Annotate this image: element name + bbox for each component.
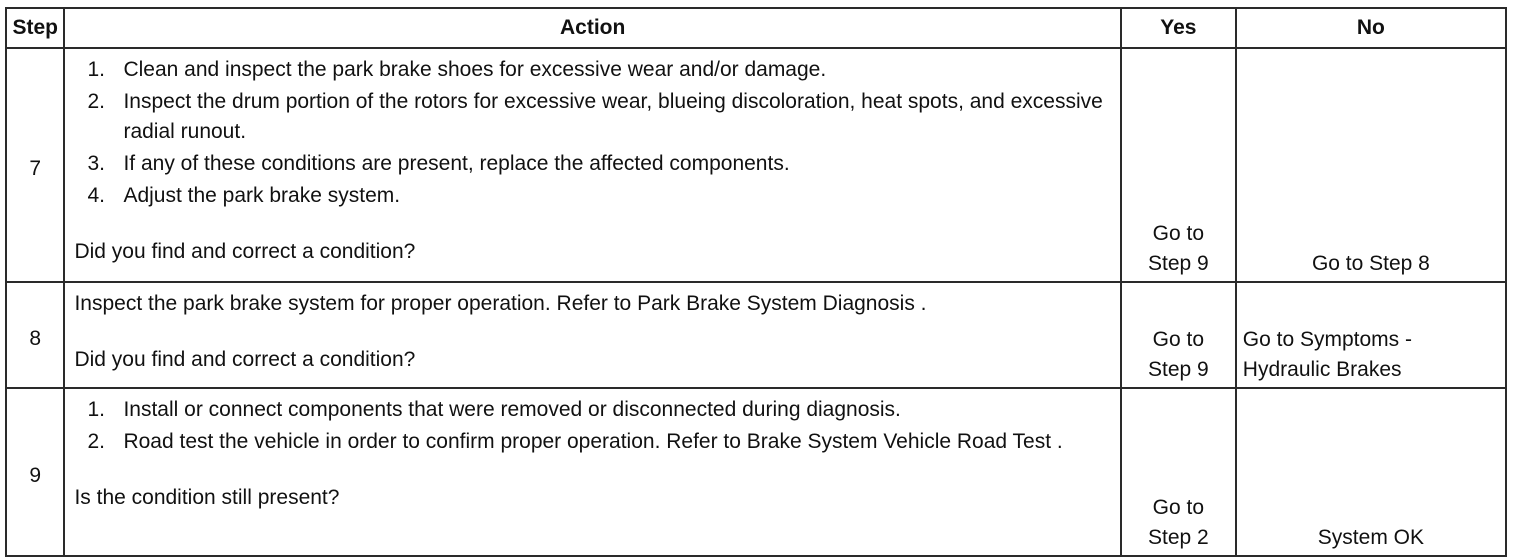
list-item [74,55,1111,85]
yes-line-1: Go to [1152,328,1205,351]
list-item-text: Install or connect components that were removed or disconnected during diagnosis. [123,398,901,421]
action-list [74,55,1111,211]
table-row [6,388,1506,556]
no-line-2: Hydraulic Brakes [1242,358,1402,381]
list-item [74,395,1111,425]
list-item-number: 3. [87,152,105,175]
list-item [74,181,1111,211]
yes-line-2: Step 9 [1147,358,1209,381]
header-action: Action [64,8,1120,48]
yes-line-1: Go to [1152,222,1205,245]
list-item [74,427,1111,457]
list-item-number: 1. [87,58,105,81]
list-item [74,149,1111,179]
list-item-text: Adjust the park brake system. [123,184,401,207]
list-item [74,87,1111,147]
list-item-text: If any of these conditions are present, replace the affected components. [123,152,790,175]
action-text: Inspect the park brake system for proper operation. Refer to Park Brake System Diagnosis . [74,292,927,315]
no-cell [1236,282,1506,388]
table-header-row [6,8,1506,48]
yes-line-2: Step 9 [1147,252,1209,275]
yes-line-1: Go to [1152,496,1205,519]
question-text: Is the condition still present? [74,486,340,509]
table-row [6,282,1506,388]
step-number: 8 [6,282,64,388]
no-cell [1236,48,1506,282]
list-item-text: Inspect the drum portion of the rotors for excessive wear, blueing discoloration, heat spots, and excessive radial runout. [123,90,1103,143]
no-line-2: Go to Step 8 [1311,252,1430,275]
header-step: Step [6,8,64,48]
diagnostic-table-container [5,7,1507,557]
yes-line-2: Step 2 [1147,526,1209,549]
header-no: No [1236,8,1506,48]
question-text: Did you find and correct a condition? [74,348,416,371]
yes-cell [1121,388,1236,556]
list-item-text: Road test the vehicle in order to confirm proper operation. Refer to Brake System Vehicle Road Test . [123,430,1063,453]
step-number: 9 [6,388,64,556]
diagnostic-table [5,7,1507,557]
list-item-number: 2. [87,90,105,113]
action-cell [64,282,1120,388]
list-item-number: 4. [87,184,105,207]
action-cell [64,48,1120,282]
no-cell [1236,388,1506,556]
no-line-2: System OK [1317,526,1424,549]
action-cell [64,388,1120,556]
no-line-1: Go to Symptoms - [1242,328,1413,351]
yes-cell [1121,282,1236,388]
yes-cell [1121,48,1236,282]
list-item-text: Clean and inspect the park brake shoes for excessive wear and/or damage. [123,58,827,81]
step-number: 7 [6,48,64,282]
list-item-number: 2. [87,430,105,453]
question-text: Did you find and correct a condition? [74,240,416,263]
table-row [6,48,1506,282]
header-yes: Yes [1121,8,1236,48]
list-item-number: 1. [87,398,105,421]
action-list [74,395,1111,457]
